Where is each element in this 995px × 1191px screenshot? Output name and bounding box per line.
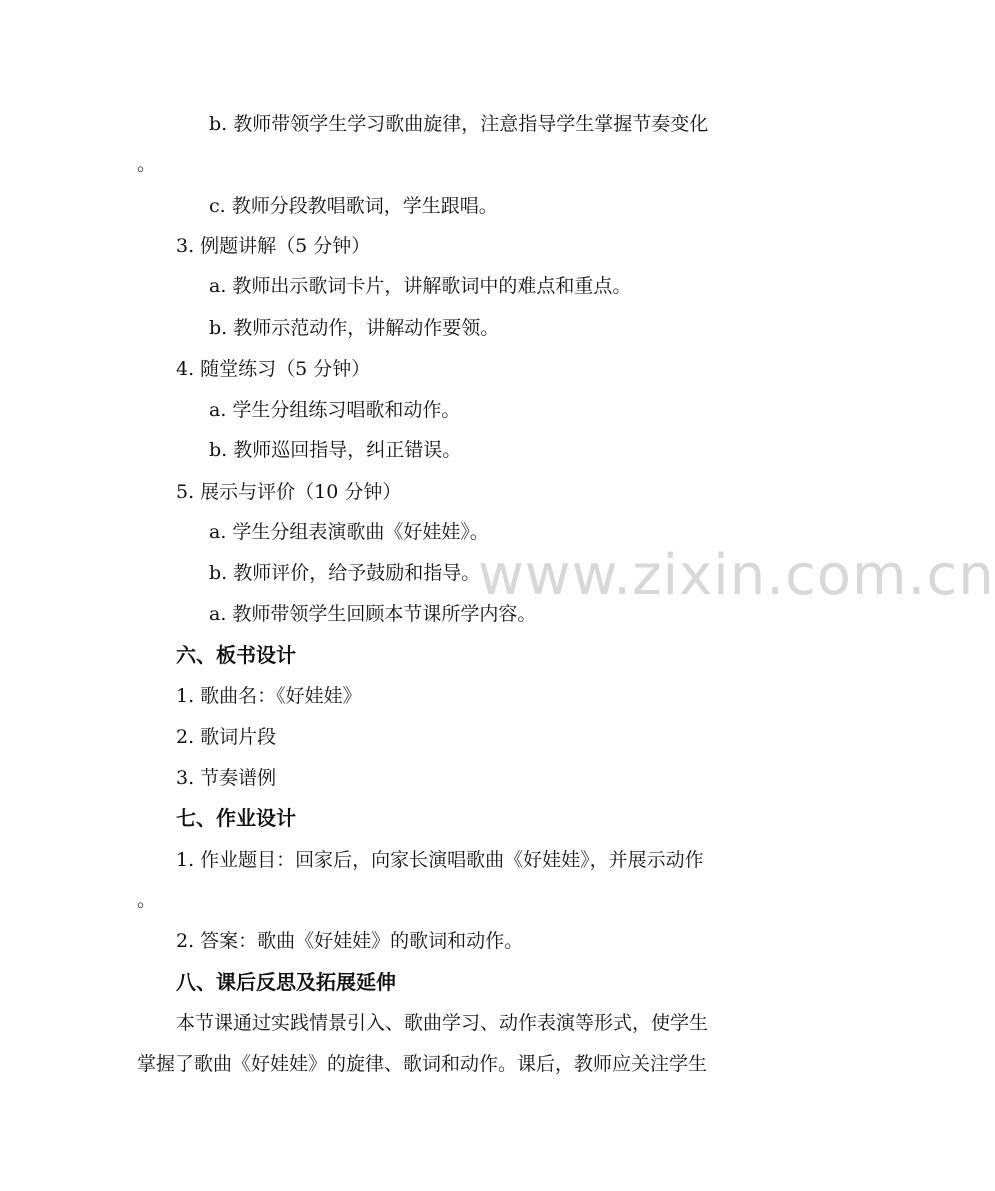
board-item-3: 3. 节奏谱例 xyxy=(176,767,277,789)
step-3-heading: 3. 例题讲解（5 分钟） xyxy=(176,235,371,257)
board-item-2: 2. 歌词片段 xyxy=(176,726,277,748)
step-2c-line: c. 教师分段教唱歌词，学生跟唱。 xyxy=(209,195,498,217)
step-3b-line: b. 教师示范动作，讲解动作要领。 xyxy=(209,317,500,339)
section-eight-heading: 八、课后反思及拓展延伸 xyxy=(176,970,396,994)
step-4a-line: a. 学生分组练习唱歌和动作。 xyxy=(209,399,461,421)
step-4-heading: 4. 随堂练习（5 分钟） xyxy=(176,358,371,380)
step-5c-line: a. 教师带领学生回顾本节课所学内容。 xyxy=(209,603,537,625)
board-item-1: 1. 歌曲名：《好娃娃》 xyxy=(176,685,362,707)
step-2b-continuation: 。 xyxy=(137,153,157,175)
reflection-paragraph-line-1: 本节课通过实践情景引入、歌曲学习、动作表演等形式，使学生 xyxy=(176,1012,709,1034)
watermark-text: www.zixin.com.cn xyxy=(478,543,995,608)
step-5b-line: b. 教师评价，给予鼓励和指导。 xyxy=(209,562,481,584)
step-2b-line: b. 教师带领学生学习歌曲旋律，注意指导学生掌握节奏变化 xyxy=(209,113,709,135)
step-3a-line: a. 教师出示歌词卡片，讲解歌词中的难点和重点。 xyxy=(209,275,632,297)
step-5-heading: 5. 展示与评价（10 分钟） xyxy=(176,481,402,503)
reflection-paragraph-line-2: 掌握了歌曲《好娃娃》的旋律、歌词和动作。课后，教师应关注学生 xyxy=(137,1053,708,1075)
homework-item-1-continuation: 。 xyxy=(137,889,157,911)
homework-item-1: 1. 作业题目：回家后，向家长演唱歌曲《好娃娃》，并展示动作 xyxy=(176,849,704,871)
step-4b-line: b. 教师巡回指导，纠正错误。 xyxy=(209,439,462,461)
homework-item-2: 2. 答案：歌曲《好娃娃》的歌词和动作。 xyxy=(176,930,524,952)
step-5a-line: a. 学生分组表演歌曲《好娃娃》。 xyxy=(209,521,489,543)
section-seven-heading: 七、作业设计 xyxy=(176,806,296,830)
section-six-heading: 六、板书设计 xyxy=(176,643,296,667)
